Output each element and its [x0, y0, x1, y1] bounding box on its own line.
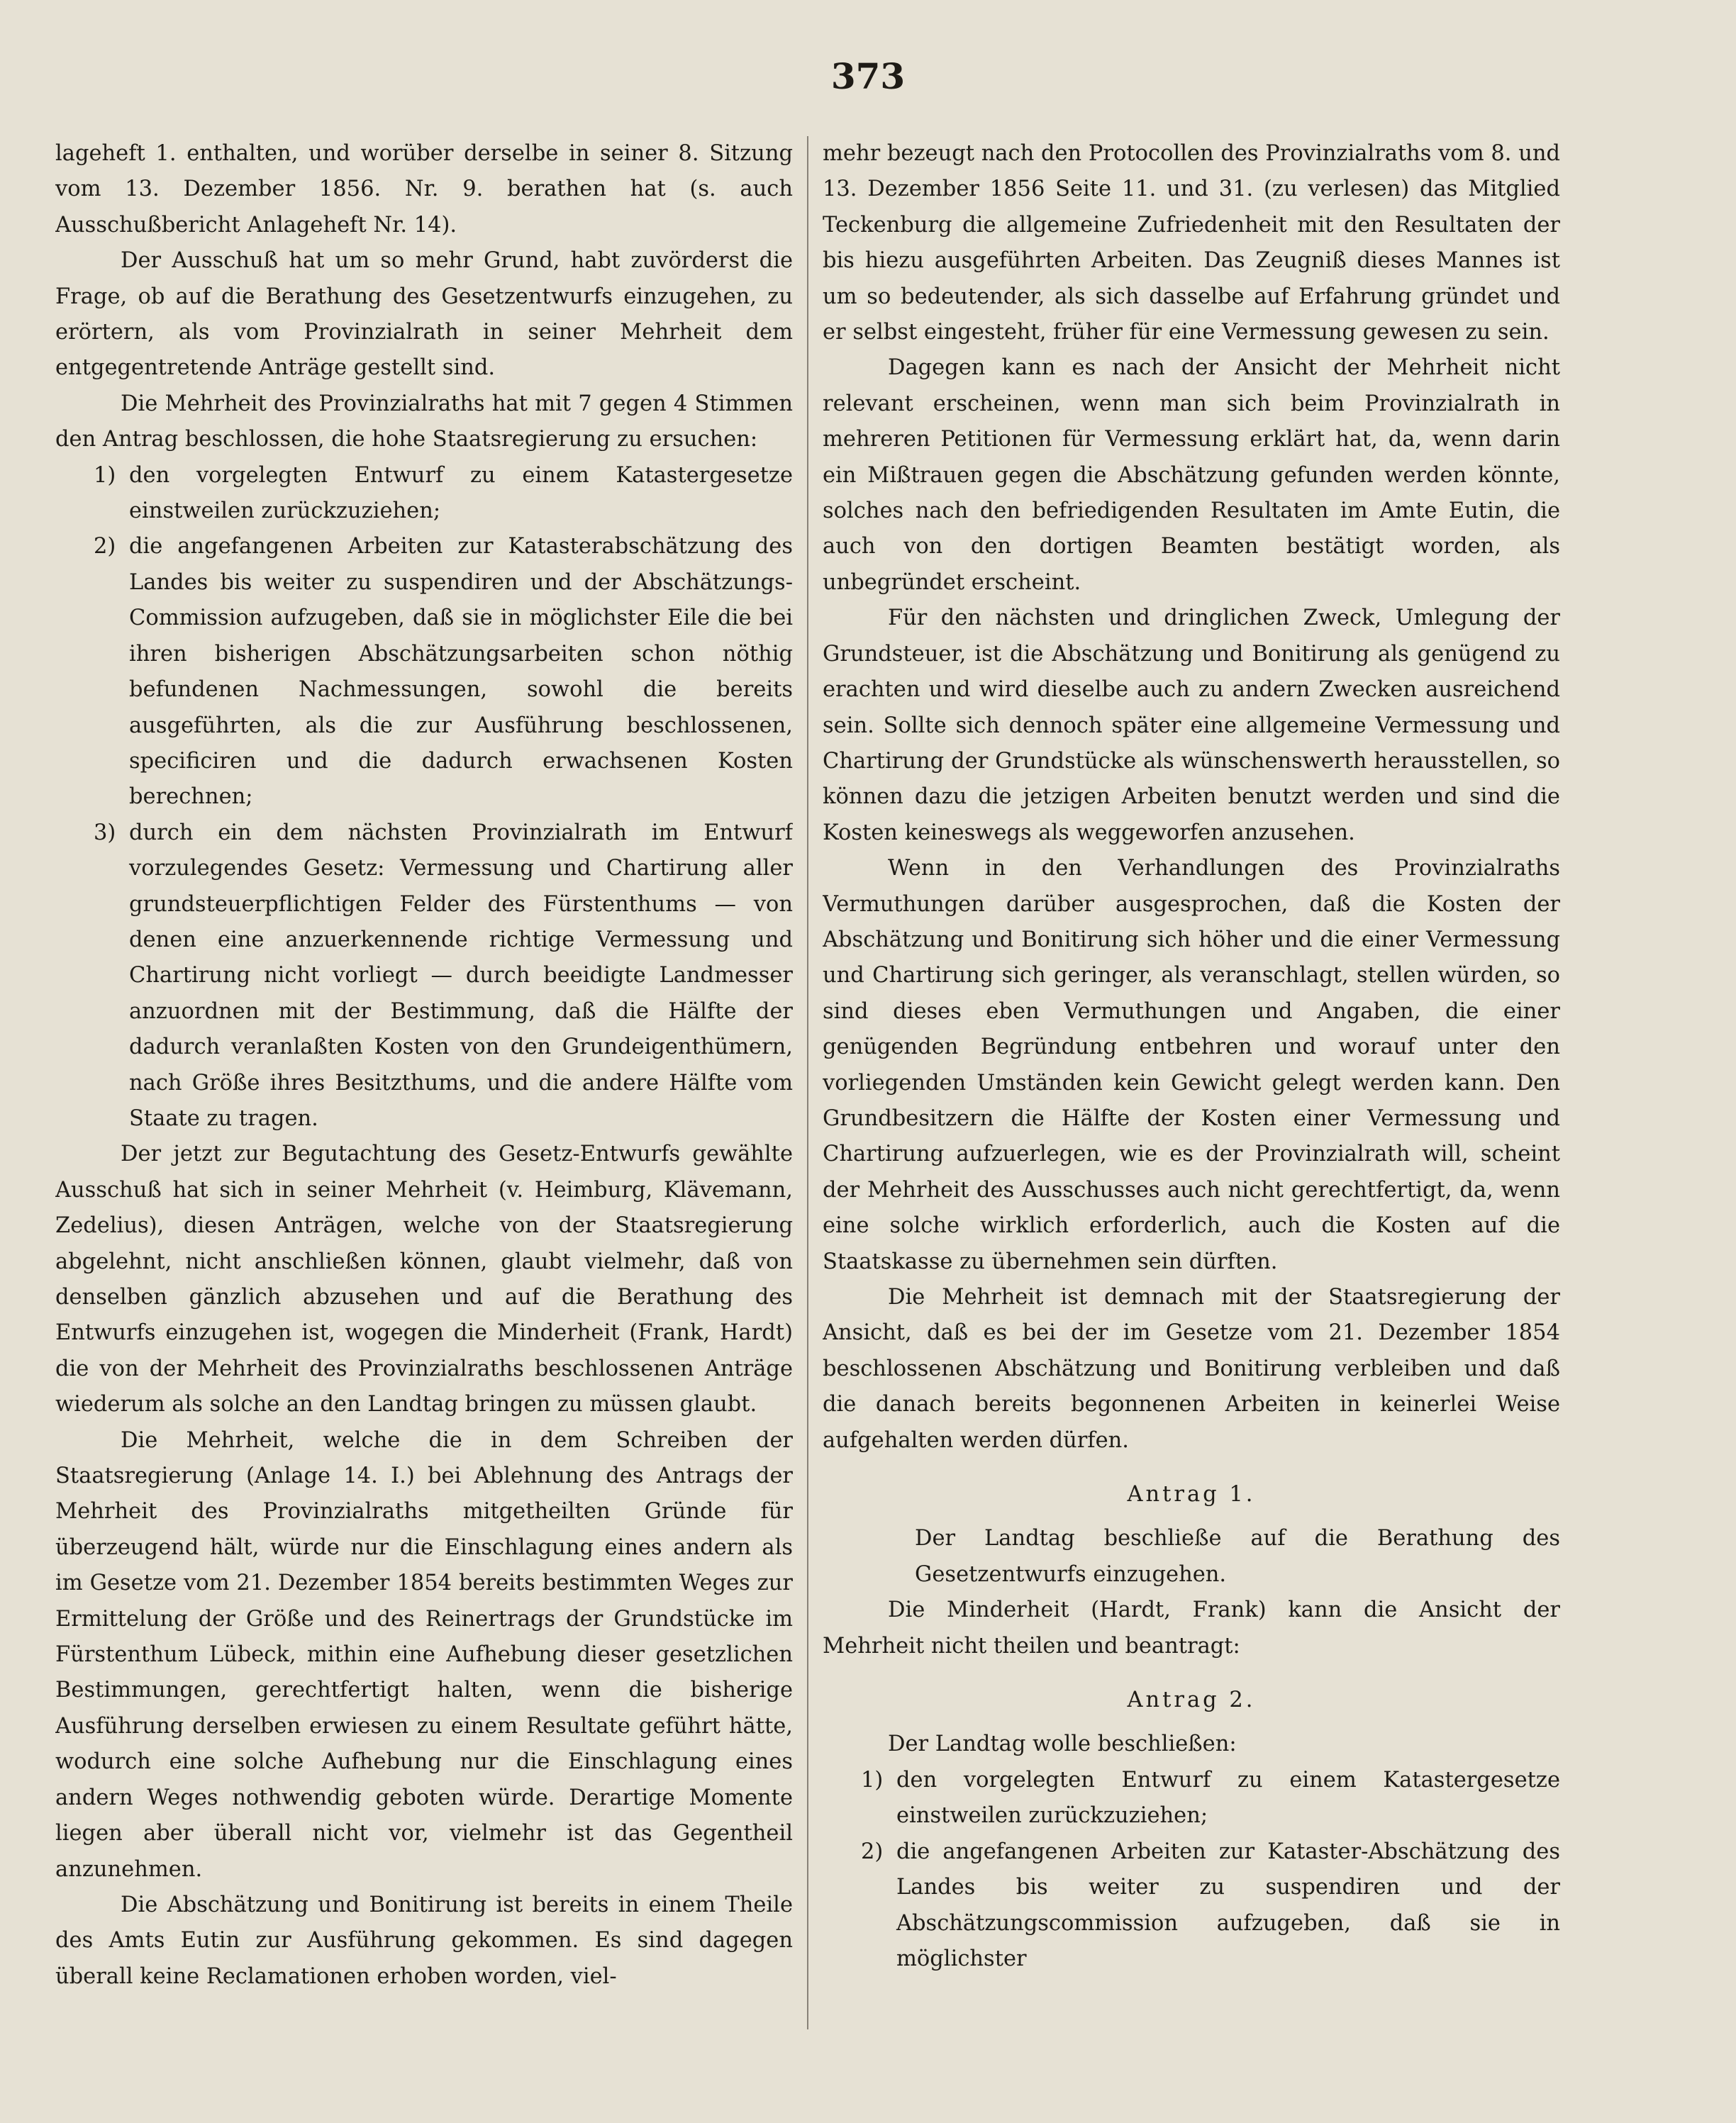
list-item-text: den vorgelegten Entwurf zu einem Katastergesetze einstweilen zurückzuziehen; — [129, 462, 793, 524]
right-column — [823, 136, 1560, 2051]
paragraph: Der Ausschuß hat um so mehr Grund, habt zuvörderst die Frage, ob auf die Berathung des Gesetzentwurfs einzugehen, zu erörtern, als vom Provinzialrath in seiner Mehrheit dem entgegentretende Anträge gestellt sind. — [55, 248, 793, 381]
motion-text: Der Landtag beschließe auf die Berathung des Gesetzentwurfs einzugehen. — [915, 1526, 1560, 1587]
paragraph: Die Mehrheit ist demnach mit der Staatsregierung der Ansicht, daß es bei der im Gesetze vom 21. Dezember 1854 beschlossenen Abschätzung und Bonitirung verbleiben und daß die danach bereits begonnenen Arbeiten in keinerlei Weise aufgehalten werden dürfen. — [823, 1285, 1560, 1453]
paragraph: Die Mehrheit des Provinzialraths hat mit 7 gegen 4 Stimmen den Antrag beschlossen, die hohe Staatsregierung zu ersuchen: — [55, 391, 793, 452]
paragraph: Dagegen kann es nach der Ansicht der Mehrheit nicht relevant erscheinen, wenn man sich beim Provinzialrath in mehreren Petitionen für Vermessung erklärt hat, da, wenn darin ein Mißtrauen gegen die Abschätzung gefunden werden könnte, solches nach den befriedigenden Resultaten im Amte Eutin, die auch von den dortigen Beamten bestätigt worden, als unbegründet erscheint. — [823, 355, 1560, 595]
column-divider — [807, 136, 808, 2029]
motion-heading: Antrag 2. — [1127, 1688, 1256, 1713]
list-item-number: 3) — [94, 820, 116, 845]
paragraph: Der jetzt zur Begutachtung des Gesetz-Entwurfs gewählte Ausschuß hat sich in seiner Mehrheit (v. Heimburg, Klävemann, Zedelius), diesen Anträgen, welche von der Staatsregierung abgelehnt, nicht anschließen können, glaubt vielmehr, daß von denselben gänzlich abzusehen und auf die Berathung des Entwurfs einzugehen ist, wogegen die Minderheit (Frank, Hardt) die von der Mehrheit des Provinzialraths beschlossenen Anträge wiederum als solche an den Landtag bringen zu müssen glaubt. — [55, 1142, 793, 1417]
page-number: 373 — [830, 55, 906, 97]
paragraph: lageheft 1. enthalten, und worüber derselbe in seiner 8. Sitzung vom 13. Dezember 1856. Nr. 9. berathen hat (s. auch Ausschußbericht Anlageheft Nr. 14). — [55, 141, 793, 238]
motion-intro: Der Landtag wolle beschließen: — [888, 1732, 1237, 1757]
paragraph: mehr bezeugt nach den Protocollen des Provinzialraths vom 8. und 13. Dezember 1856 Seite 11. und 31. (zu verlesen) das Mitglied Teckenburg die allgemeine Zufriedenheit mit den Resultaten der bis hiezu ausgeführten Arbeiten. Das Zeugniß dieses Mannes ist um so bedeutender, als sich dasselbe auf Erfahrung gründet und er selbst eingesteht, früher für eine Vermessung gewesen zu sein. — [823, 141, 1560, 345]
list-item-text: die angefangenen Arbeiten zur Kataster-Abschätzung des Landes bis weiter zu suspendiren und der Abschätzungscommission aufzugeben, daß sie in möglichster — [896, 1839, 1560, 1971]
list-item-text: den vorgelegten Entwurf zu einem Katastergesetze einstweilen zurückzuziehen; — [896, 1767, 1560, 1829]
list-item — [823, 1763, 1560, 1834]
list-item-text: die angefangenen Arbeiten zur Katasterabschätzung des Landes bis weiter zu suspendiren und der Abschätzungs-Commission aufzugeben, daß sie in möglichster Eile die bei ihren bisherigen Abschätzungsarbeiten schon nöthig befundenen Nachmessungen, sowohl die bereits ausgeführten, als die zur Ausführung beschlossenen, specificiren und die dadurch erwachsenen Kosten berechnen; — [129, 534, 793, 810]
paragraph: Die Abschätzung und Bonitirung ist bereits in einem Theile des Amts Eutin zur Ausführung gekommen. Es sind dagegen überall keine Reclamationen erhoben worden, viel- — [55, 1892, 793, 1989]
list-item — [55, 529, 793, 815]
paragraph: Die Minderheit (Hardt, Frank) kann die Ansicht der Mehrheit nicht theilen und beantragt: — [823, 1598, 1560, 1659]
list-item-text: durch ein dem nächsten Provinzialrath im Entwurf vorzulegendes Gesetz: Vermessung und Chartirung aller grundsteuerpflichtigen Felder des Fürstenthums — von denen eine anzuerkennende richtige Vermessung und Chartirung nicht vorliegt — durch beeidigte Landmesser anzuordnen mit der Bestimmung, daß die Hälfte der dadurch veranlaßten Kosten von den Grundeigenthümern, nach Größe ihres Besitzthums, und die andere Hälfte vom Staate zu tragen. — [129, 820, 793, 1131]
list-item-number: 1) — [94, 462, 116, 488]
motion-heading: Antrag 1. — [1127, 1482, 1256, 1508]
paragraph: Wenn in den Verhandlungen des Provinzialraths Vermuthungen darüber ausgesprochen, daß die Kosten der Abschätzung und Bonitirung sich höher und die einer Vermessung und Chartirung sich geringer, als veranschlagt, stellen würden, so sind dieses eben Vermuthungen und Angaben, die einer genügenden Begründung entbehren und worauf unter den vorliegenden Umständen kein Gewicht gelegt werden kann. Den Grundbesitzern die Hälfte der Kosten einer Vermessung und Chartirung aufzuerlegen, wie es der Provinzialrath will, scheint der Mehrheit des Ausschusses auch nicht gerechtfertigt, da, wenn eine solche wirklich erforderlich, auch die Kosten auf die Staatskasse zu übernehmen sein dürften. — [823, 856, 1560, 1274]
paragraph: Für den nächsten und dringlichen Zweck, Umlegung der Grundsteuer, ist die Abschätzung und Bonitirung als genügend zu erachten und wird dieselbe auch zu andern Zwecken ausreichend sein. Sollte sich dennoch später eine allgemeine Vermessung und Chartirung der Grundstücke als wünschenswerth herausstellen, so können dazu die jetzigen Arbeiten benutzt werden und sind die Kosten keineswegs als weggeworfen anzusehen. — [823, 606, 1560, 845]
list-item-number: 2) — [94, 534, 116, 559]
left-column — [55, 136, 793, 2107]
list-item — [55, 458, 793, 530]
list-item — [55, 815, 793, 1137]
list-item-number: 2) — [861, 1839, 884, 1864]
paragraph: Die Mehrheit, welche die in dem Schreiben der Staatsregierung (Anlage 14. I.) bei Ablehnung des Antrags der Mehrheit des Provinzialraths mitgetheilten Gründe für überzeugend hält, würde nur die Einschlagung eines andern als im Gesetze vom 21. Dezember 1854 bereits bestimmten Weges zur Ermittelung der Größe und des Reinertrags der Grundstücke im Fürstenthum Lübeck, mithin eine Aufhebung dieser gesetzlichen Bestimmungen, gerechtfertigt halten, wenn die bisherige Ausführung derselben erwiesen zu einem Resultate geführt hätte, wodurch eine solche Aufhebung nur die Einschlagung eines andern Weges nothwendig geboten würde. Derartige Momente liegen aber überall nicht vor, vielmehr ist das Gegentheil anzunehmen. — [55, 1427, 793, 1882]
list-item — [823, 1834, 1560, 1978]
list-item-number: 1) — [861, 1767, 884, 1793]
